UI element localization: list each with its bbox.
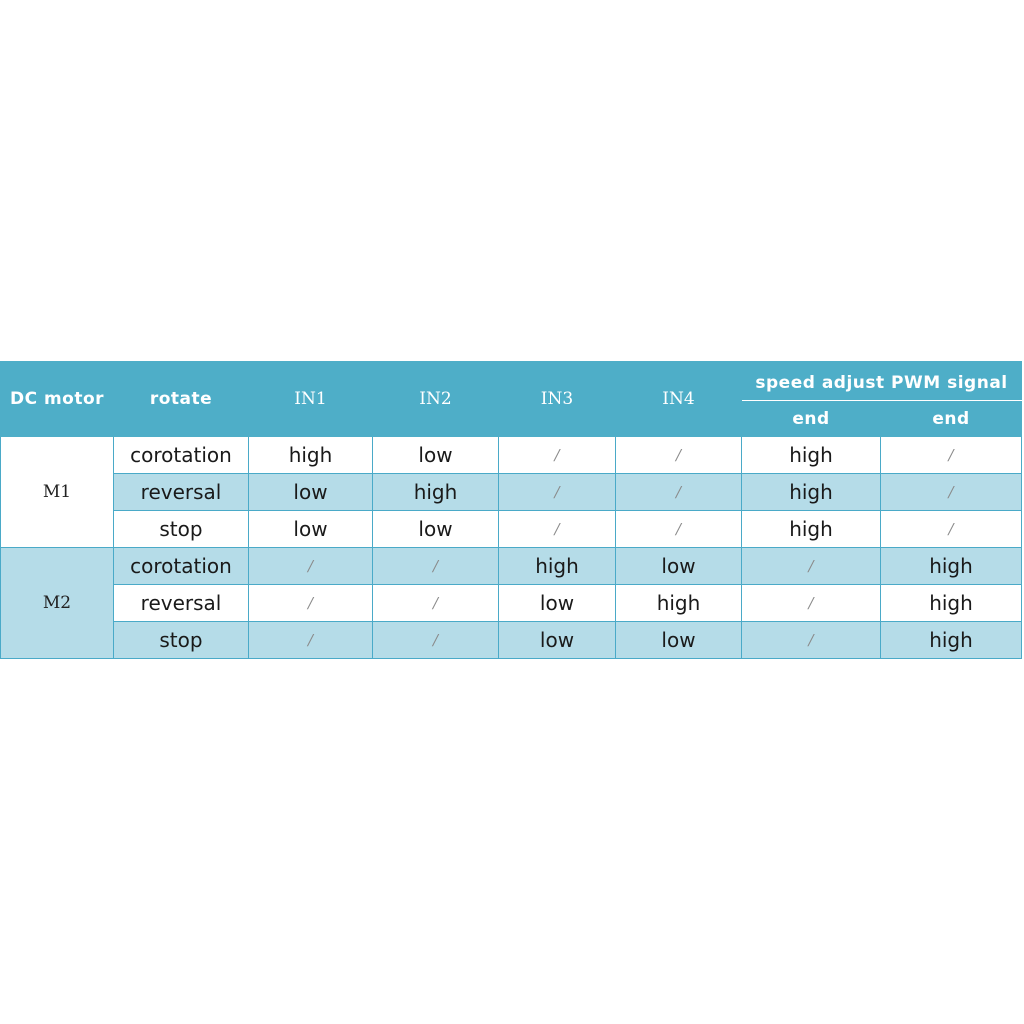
motor-control-table-wrapper bbox=[0, 361, 1021, 659]
cell-in1: high bbox=[249, 437, 373, 474]
cell-end-b: / bbox=[881, 437, 1022, 474]
cell-in1: low bbox=[249, 474, 373, 511]
header-in1: IN1 bbox=[249, 362, 373, 437]
table-row bbox=[1, 511, 1022, 548]
table-body bbox=[1, 437, 1022, 659]
cell-in4: low bbox=[616, 548, 742, 585]
header-end-b: end bbox=[881, 401, 1022, 437]
cell-end-a: high bbox=[742, 437, 881, 474]
cell-end-a: high bbox=[742, 474, 881, 511]
table-row bbox=[1, 622, 1022, 659]
cell-in4: / bbox=[616, 511, 742, 548]
cell-in2: / bbox=[373, 622, 499, 659]
cell-in4: low bbox=[616, 622, 742, 659]
header-in4: IN4 bbox=[616, 362, 742, 437]
motor-control-table bbox=[0, 361, 1022, 659]
motor-label-m2: M2 bbox=[1, 548, 114, 659]
header-rotate: rotate bbox=[114, 362, 249, 437]
header-dc-motor: DC motor bbox=[1, 362, 114, 437]
cell-in2: low bbox=[373, 437, 499, 474]
cell-end-a: / bbox=[742, 622, 881, 659]
cell-in3: / bbox=[499, 474, 616, 511]
cell-in4: high bbox=[616, 585, 742, 622]
cell-rotate: stop bbox=[114, 511, 249, 548]
cell-in1: / bbox=[249, 622, 373, 659]
motor-label-m1: M1 bbox=[1, 437, 114, 548]
cell-end-b: / bbox=[881, 511, 1022, 548]
cell-in1: / bbox=[249, 548, 373, 585]
header-in2: IN2 bbox=[373, 362, 499, 437]
cell-end-b: high bbox=[881, 548, 1022, 585]
cell-rotate: corotation bbox=[114, 548, 249, 585]
table-header bbox=[1, 362, 1022, 437]
table-row bbox=[1, 548, 1022, 585]
header-pwm-signal: speed adjust PWM signal bbox=[742, 362, 1022, 401]
cell-in1: / bbox=[249, 585, 373, 622]
header-in3: IN3 bbox=[499, 362, 616, 437]
cell-end-b: / bbox=[881, 474, 1022, 511]
cell-end-b: high bbox=[881, 622, 1022, 659]
cell-in3: low bbox=[499, 622, 616, 659]
table-row bbox=[1, 474, 1022, 511]
cell-rotate: corotation bbox=[114, 437, 249, 474]
cell-rotate: reversal bbox=[114, 585, 249, 622]
table-row bbox=[1, 437, 1022, 474]
cell-in3: low bbox=[499, 585, 616, 622]
cell-end-a: high bbox=[742, 511, 881, 548]
cell-in4: / bbox=[616, 474, 742, 511]
cell-in3: / bbox=[499, 511, 616, 548]
cell-end-a: / bbox=[742, 548, 881, 585]
cell-in1: low bbox=[249, 511, 373, 548]
cell-rotate: stop bbox=[114, 622, 249, 659]
cell-in2: low bbox=[373, 511, 499, 548]
cell-in3: high bbox=[499, 548, 616, 585]
cell-rotate: reversal bbox=[114, 474, 249, 511]
cell-end-a: / bbox=[742, 585, 881, 622]
header-end-a: end bbox=[742, 401, 881, 437]
cell-in2: / bbox=[373, 548, 499, 585]
cell-in3: / bbox=[499, 437, 616, 474]
table-row bbox=[1, 585, 1022, 622]
cell-in2: / bbox=[373, 585, 499, 622]
cell-in4: / bbox=[616, 437, 742, 474]
cell-in2: high bbox=[373, 474, 499, 511]
cell-end-b: high bbox=[881, 585, 1022, 622]
